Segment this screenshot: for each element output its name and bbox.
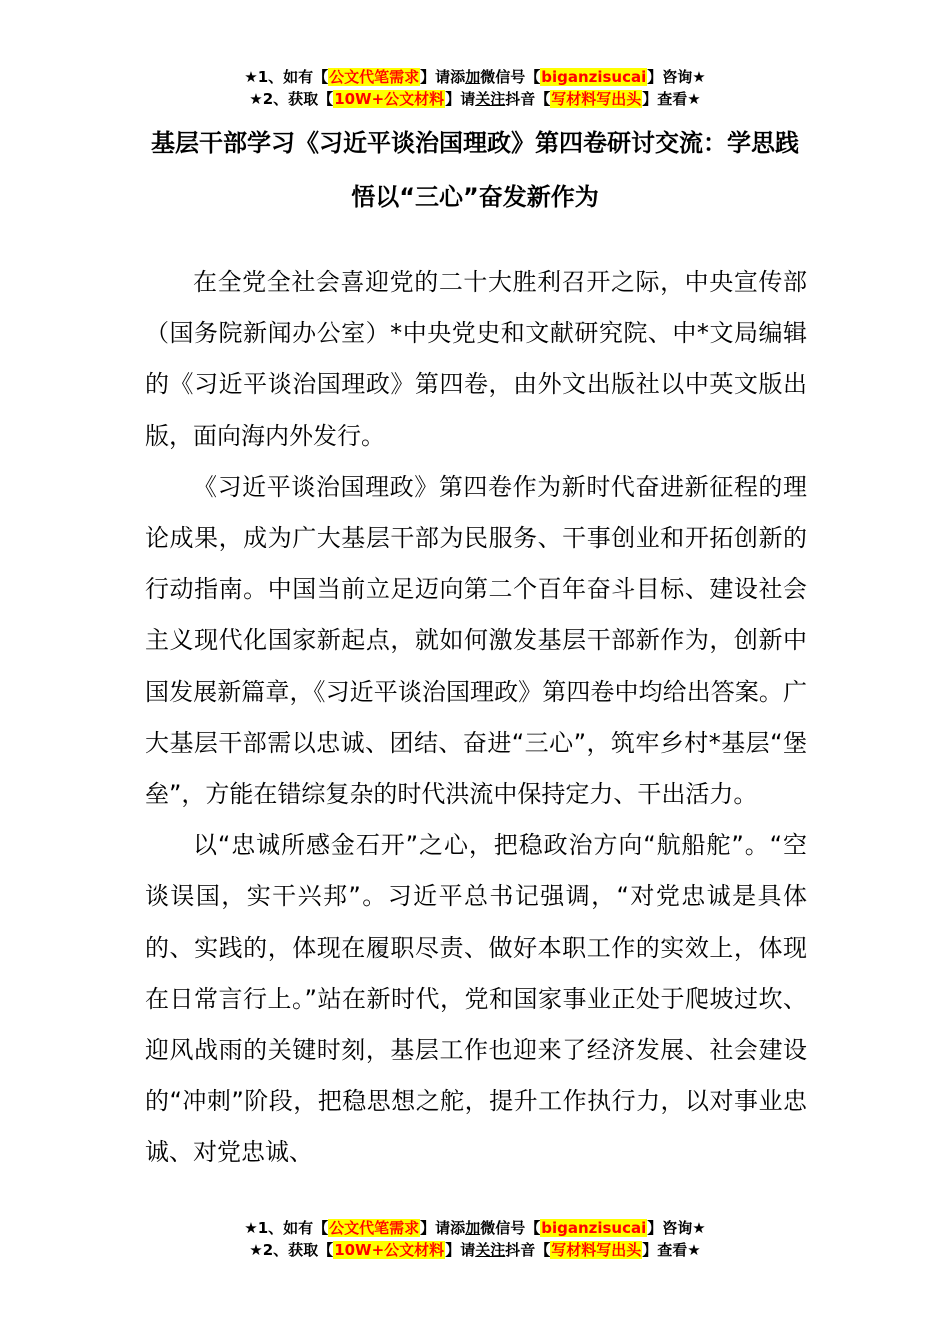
ad-text: 加 — [465, 68, 481, 86]
ad-text: ★2、获取【 — [249, 1241, 334, 1259]
ad-highlight: 公文代笔需求 — [329, 68, 420, 86]
ad-banner-bottom — [0, 1217, 950, 1261]
ad-text: 】查看★ — [642, 1241, 701, 1259]
ad-text: 】咨询★ — [647, 68, 706, 86]
ad-highlight: 写材料写出头 — [551, 90, 642, 108]
ad-text: 微信号【 — [480, 68, 541, 86]
ad-text: ★1、如有【 — [244, 1219, 329, 1237]
ad-text: 抖音【 — [505, 90, 551, 108]
ad-text: 】咨询★ — [647, 1219, 706, 1237]
ad-highlight: 公文代笔需求 — [329, 1219, 420, 1237]
ad-highlight: 10W+公文材料 — [334, 1241, 445, 1259]
ad-highlight: 写材料写出头 — [551, 1241, 642, 1259]
paragraph: 以“忠诚所感金石开”之心，把稳政治方向“航船舵”。“空谈误国，实干兴邦”。习近平总书记强调，“对党忠诚是具体的、实践的，体现在履职尽责、做好本职工作的实效上，体现在日常言行上。”站在新时代，党和国家事业正处于爬坡过坎、迎风战雨的关键时刻，基层工作也迎来了经济发展、社会建设的“冲刺”阶段，把稳思想之舵，提升工作执行力，以对事业忠诚、对党忠诚、 — [145, 831, 807, 1167]
ad-line-2 — [0, 88, 950, 110]
paragraph: 《习近平谈治国理政》第四卷作为新时代奋进新征程的理论成果，成为广大基层干部为民服务、干事创业和开拓创新的行动指南。中国当前立足迈向第二个百年奋斗目标、建设社会主义现代化国家新起点，就如何激发基层干部新作为，创新中国发展新篇章，《习近平谈治国理政》第四卷中均给出答案。广大基层干部需以忠诚、团结、奋进“三心”，筑牢乡村*基层“堡垒”，方能在错综复杂的时代洪流中保持定力、干出活力。 — [145, 472, 807, 809]
ad-line-1 — [0, 66, 950, 88]
ad-text: 】查看★ — [642, 90, 701, 108]
ad-text: 】请 — [445, 1241, 476, 1259]
ad-text: 微信号【 — [480, 1219, 541, 1237]
ad-text: 】请添 — [420, 68, 466, 86]
ad-text: 】请添 — [420, 1219, 466, 1237]
ad-text: ★2、获取【 — [249, 90, 334, 108]
ad-text: ★1、如有【 — [244, 68, 329, 86]
ad-text: 加 — [465, 1219, 481, 1237]
ad-text: 关注 — [475, 1241, 506, 1259]
document-title: 基层干部学习《习近平谈治国理政》第四卷研讨交流：学思践悟以“三心”奋发新作为 — [151, 129, 799, 211]
ad-banner-top — [0, 66, 950, 110]
ad-highlight: 10W+公文材料 — [334, 90, 445, 108]
ad-line-1 — [0, 1217, 950, 1239]
document-body — [145, 257, 807, 1179]
paragraph: 在全党全社会喜迎党的二十大胜利召开之际，中央宣传部（国务院新闻办公室）*中央党史和文献研究院、中*文局编辑的《习近平谈治国理政》第四卷，由外文出版社以中英文版出版，面向海内外发行。 — [145, 268, 807, 450]
ad-text: 抖音【 — [505, 1241, 551, 1259]
ad-text: 】请 — [445, 90, 476, 108]
ad-line-2 — [0, 1239, 950, 1261]
ad-text: 关注 — [475, 90, 506, 108]
ad-highlight: biganzisucai — [541, 68, 647, 86]
ad-highlight: biganzisucai — [541, 1219, 647, 1237]
